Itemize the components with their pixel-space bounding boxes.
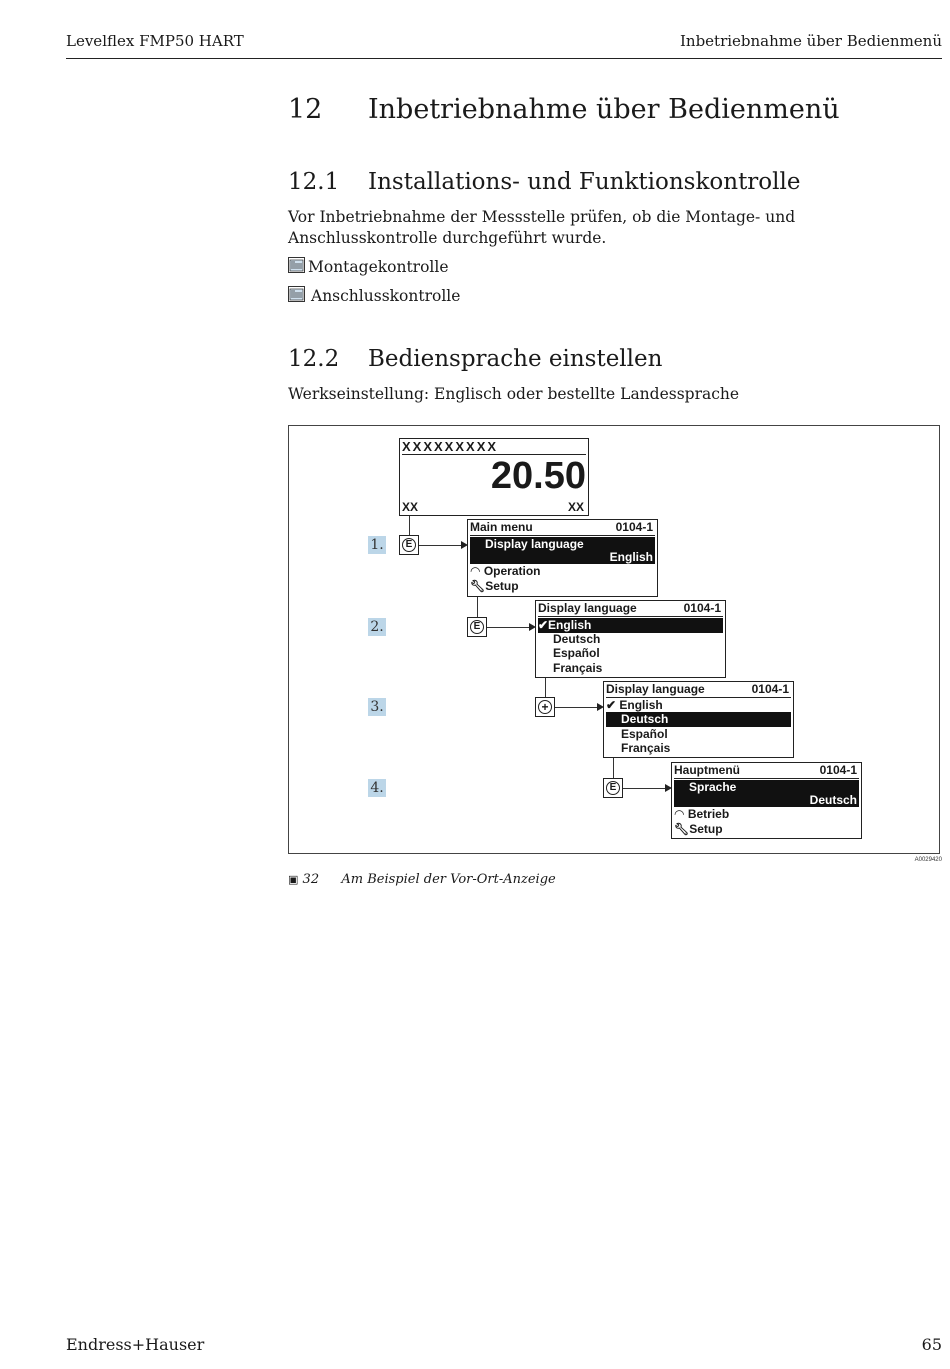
ref-montagekontrolle[interactable]	[288, 257, 449, 277]
figure-icon: ▣	[288, 873, 299, 886]
subsection-1-title: Installations- und Funktionskontrolle	[368, 169, 801, 195]
display-bottom-left: XX	[402, 500, 419, 514]
wrench-icon: 🔧︎	[470, 579, 486, 593]
menu-code: 0104-1	[683, 601, 721, 615]
figure-number: 32	[302, 872, 320, 887]
section-number: 12	[288, 94, 323, 125]
plus-key-icon: +	[538, 700, 552, 714]
footer-brand: Endress+Hauser	[66, 1335, 205, 1354]
option-francais[interactable]: Français	[621, 741, 671, 755]
figure-caption	[288, 872, 556, 887]
enter-key-button[interactable]	[603, 778, 623, 798]
step-3-label: 3.	[368, 698, 386, 716]
option-deutsch[interactable]: Deutsch	[606, 712, 791, 727]
header-product: Levelflex FMP50 HART	[66, 32, 244, 50]
measured-value-display	[399, 438, 589, 516]
main-menu-display	[467, 519, 658, 597]
gauge-icon: ◠	[470, 564, 481, 578]
subsection-1-number: 12.1	[288, 169, 340, 195]
step-4-label: 4.	[368, 779, 386, 797]
display-bottom-right: XX	[567, 500, 584, 514]
menu-title: Display language	[606, 682, 705, 696]
connector	[409, 516, 410, 536]
option-espanol[interactable]: Español	[553, 646, 600, 660]
subsection-2-number: 12.2	[288, 346, 340, 372]
figure-id: A0029420	[914, 857, 942, 863]
step-1-label: 1.	[368, 536, 386, 554]
display-header: XXXXXXXXX	[402, 439, 586, 455]
connector	[613, 757, 614, 779]
connector	[487, 627, 529, 628]
gauge-icon: ◠	[674, 807, 685, 821]
enter-key-button[interactable]	[399, 535, 419, 555]
ref-label: Montagekontrolle	[308, 258, 449, 276]
menu-title: Display language	[538, 601, 637, 615]
step-2-label: 2.	[368, 618, 386, 636]
menu-item-setup[interactable]: 🔧︎Setup	[674, 822, 723, 836]
ref-label: Anschlusskontrolle	[311, 287, 461, 305]
display-value: 20.50	[490, 455, 586, 497]
enter-key-icon: E	[470, 620, 484, 634]
option-deutsch[interactable]: Deutsch	[553, 632, 601, 646]
option-english[interactable]: ✔ English	[606, 698, 663, 712]
connector	[545, 677, 546, 699]
option-francais[interactable]: Français	[553, 661, 603, 675]
display-language-menu	[603, 681, 794, 758]
menu-item-value: Deutsch	[809, 793, 857, 807]
header-rule	[66, 58, 942, 59]
connector	[623, 788, 665, 789]
figure-box	[288, 425, 940, 854]
connector	[555, 707, 597, 708]
menu-item-label: Display language	[485, 537, 584, 551]
enter-key-icon: E	[402, 538, 416, 552]
menu-item-betrieb[interactable]: ◠ Betrieb	[674, 807, 730, 821]
menu-title: Hauptmenü	[674, 763, 740, 777]
subsection-2-text: Werkseinstellung: Englisch oder bestellte Landessprache	[288, 385, 740, 403]
menu-code: 0104-1	[751, 682, 789, 696]
enter-key-button[interactable]	[467, 617, 487, 637]
wrench-icon: 🔧︎	[674, 822, 690, 836]
connector	[477, 596, 478, 618]
menu-item-selected[interactable]	[674, 780, 859, 807]
hauptmenu-display	[671, 762, 862, 839]
connector	[419, 545, 462, 546]
menu-item-setup[interactable]: 🔧︎Setup	[470, 579, 519, 593]
menu-code: 0104-1	[615, 520, 653, 534]
document-reference-icon	[288, 257, 305, 277]
option-english[interactable]: ✔English	[538, 618, 723, 633]
section-title: Inbetriebnahme über Bedienmenü	[368, 94, 840, 125]
menu-item-value: English	[609, 550, 653, 564]
page-number: 65	[921, 1335, 942, 1354]
menu-code: 0104-1	[819, 763, 857, 777]
enter-key-icon: E	[606, 781, 620, 795]
menu-item-operation[interactable]: ◠ Operation	[470, 564, 541, 578]
plus-key-button[interactable]	[535, 697, 555, 717]
ref-anschlusskontrolle[interactable]	[288, 286, 460, 306]
menu-item-selected[interactable]	[470, 537, 655, 564]
subsection-1-text: Vor Inbetriebnahme der Messstelle prüfen, ob die Montage- und Anschlusskontrolle durchgeführt wurde.	[288, 208, 796, 247]
display-language-menu	[535, 600, 726, 678]
menu-item-label: Sprache	[689, 780, 737, 794]
subsection-2-title: Bediensprache einstellen	[368, 346, 663, 372]
menu-title: Main menu	[470, 520, 533, 534]
option-espanol[interactable]: Español	[621, 727, 668, 741]
document-reference-icon	[288, 286, 305, 306]
figure-caption-text: Am Beispiel der Vor-Ort-Anzeige	[341, 872, 556, 887]
header-chapter: Inbetriebnahme über Bedienmenü	[679, 32, 942, 50]
